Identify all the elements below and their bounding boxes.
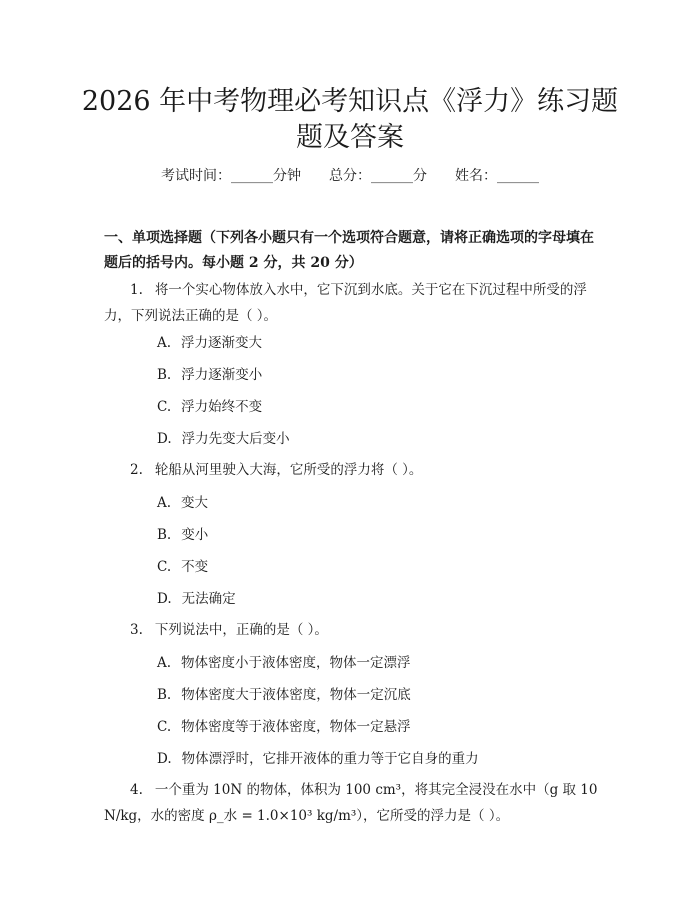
section-heading-single-choice: 一、单项选择题（下列各小题只有一个选项符合题意，请将正确选项的字母填在题后的括号内。每小题 2 分，共 20 分） — [104, 230, 594, 271]
question-1-option-a — [157, 333, 262, 353]
question-2 — [104, 457, 604, 483]
option-text: 物体漂浮时，它排开液体的重力等于它自身的重力 — [181, 751, 479, 767]
exam-meta — [0, 166, 700, 186]
question-3-option-b — [157, 685, 411, 705]
question-3-option-a — [157, 653, 411, 673]
option-letter: C. — [157, 399, 172, 415]
question-2-option-a — [157, 493, 208, 513]
option-text: 物体密度大于液体密度，物体一定沉底 — [181, 687, 411, 703]
page-title-line-1: 2026 年中考物理必考知识点《浮力》练习题 — [81, 86, 619, 117]
student-name-field: 姓名：______ — [455, 168, 539, 184]
option-text: 物体密度等于液体密度，物体一定悬浮 — [181, 719, 411, 735]
question-3-option-d — [157, 749, 479, 769]
question-2-option-b — [157, 525, 208, 545]
question-text: 将一个实心物体放入水中，它下沉到水底。关于它在下沉过程中所受的浮力，下列说法正确的是（ ）。 — [104, 282, 587, 324]
option-letter: B. — [157, 527, 172, 543]
question-1-option-c — [157, 397, 262, 417]
option-text: 浮力逐渐变大 — [181, 335, 263, 351]
exam-time-field: 考试时间：______分钟 — [161, 168, 301, 184]
option-letter: D. — [157, 751, 172, 767]
question-4 — [104, 777, 604, 829]
option-letter: C. — [157, 719, 172, 735]
option-letter: A. — [157, 335, 172, 351]
question-3-option-c — [157, 717, 411, 737]
question-1-option-d — [157, 429, 290, 449]
option-text: 无法确定 — [181, 591, 236, 607]
option-text: 浮力始终不变 — [181, 399, 263, 415]
question-text: 轮船从河里驶入大海，它所受的浮力将（ ）。 — [154, 462, 423, 478]
option-text: 浮力逐渐变小 — [181, 367, 263, 383]
option-letter: A. — [157, 495, 172, 511]
option-letter: D. — [157, 431, 172, 447]
option-text: 物体密度小于液体密度，物体一定漂浮 — [181, 655, 411, 671]
option-letter: A. — [157, 655, 172, 671]
question-2-option-c — [157, 557, 208, 577]
option-text: 不变 — [181, 559, 209, 575]
question-number: 1. — [130, 282, 143, 298]
option-letter: D. — [157, 591, 172, 607]
question-number: 3. — [130, 622, 143, 638]
page-title-line-2: 题及答案 — [296, 122, 404, 153]
question-1-option-b — [157, 365, 262, 385]
question-1 — [104, 277, 604, 329]
option-letter: C. — [157, 559, 172, 575]
option-text: 浮力先变大后变小 — [181, 431, 290, 447]
question-text: 下列说法中，正确的是（ ）。 — [154, 622, 328, 638]
question-text: 一个重为 10N 的物体，体积为 100 cm³，将其完全浸没在水中（g 取 10 N/kg，水的密度 ρ_水 = 1.0×10³ kg/m³），它所受的浮力是（ ）。 — [104, 782, 598, 824]
question-3 — [104, 617, 604, 643]
option-letter: B. — [157, 367, 172, 383]
option-letter: B. — [157, 687, 172, 703]
question-number: 4. — [130, 782, 143, 798]
question-2-option-d — [157, 589, 236, 609]
option-text: 变大 — [181, 495, 209, 511]
option-text: 变小 — [181, 527, 209, 543]
question-number: 2. — [130, 462, 143, 478]
total-score-field: 总分：______分 — [329, 168, 427, 184]
